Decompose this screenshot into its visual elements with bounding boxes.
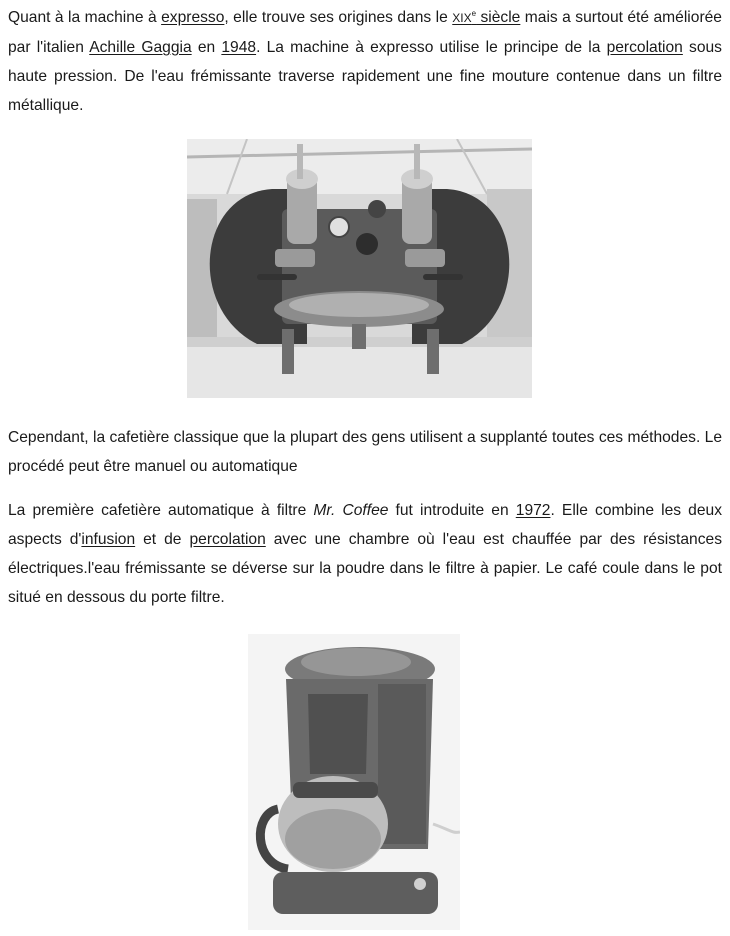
century-word: siècle (476, 9, 521, 26)
text-run: fut introduite en (388, 502, 516, 519)
century-superscript: e (471, 8, 477, 18)
term-infusion: infusion (81, 531, 136, 548)
text-run: . Elle combine les deux aspects d' (8, 502, 722, 548)
term-expresso: expresso (161, 9, 225, 26)
text-run: en (191, 39, 222, 56)
text-run: Quant à la machine à (8, 9, 162, 26)
text-run: . La machine à expresso utilise le principe de la (256, 39, 607, 56)
espresso-machine-photo (187, 139, 532, 398)
paragraph-espresso (8, 3, 722, 120)
text-run: , elle trouve ses origines dans le (224, 9, 453, 26)
term-percolation: percolation (606, 39, 683, 56)
paragraph-cafetiere (8, 423, 722, 481)
term-year-1972: 1972 (515, 502, 551, 519)
paragraph-mr-coffee (8, 496, 722, 612)
text-run: et de (135, 531, 190, 548)
century-numeral: XIX (452, 11, 472, 25)
text-run: mais a surtout été améliorée par l'italien (8, 9, 722, 56)
brand-mr-coffee: Mr. Coffee (313, 502, 389, 519)
text-run: Cependant, la cafetière classique que la plupart des gens utilisent a supplanté toutes ces méthodes. Le procédé peut être manuel ou automatique (8, 429, 722, 475)
coffee-maker-photo (248, 634, 460, 930)
text-run: La première cafetière automatique à filtre (8, 502, 314, 519)
term-siecle (452, 9, 520, 26)
text-run: avec une chambre où l'eau est chauffée par des résistances électriques.l'eau frémissante se déverse sur la poudre dans le filtre à papier. Le café coule dans le pot situé en dessous du porte filtre. (8, 531, 722, 606)
text-run: sous haute pression. De l'eau frémissante traverse rapidement une fine mouture contenue dans un filtre métallique. (8, 39, 722, 114)
term-achille-gaggia: Achille Gaggia (89, 39, 192, 56)
term-percolation: percolation (189, 531, 266, 548)
term-year-1948: 1948 (221, 39, 257, 56)
